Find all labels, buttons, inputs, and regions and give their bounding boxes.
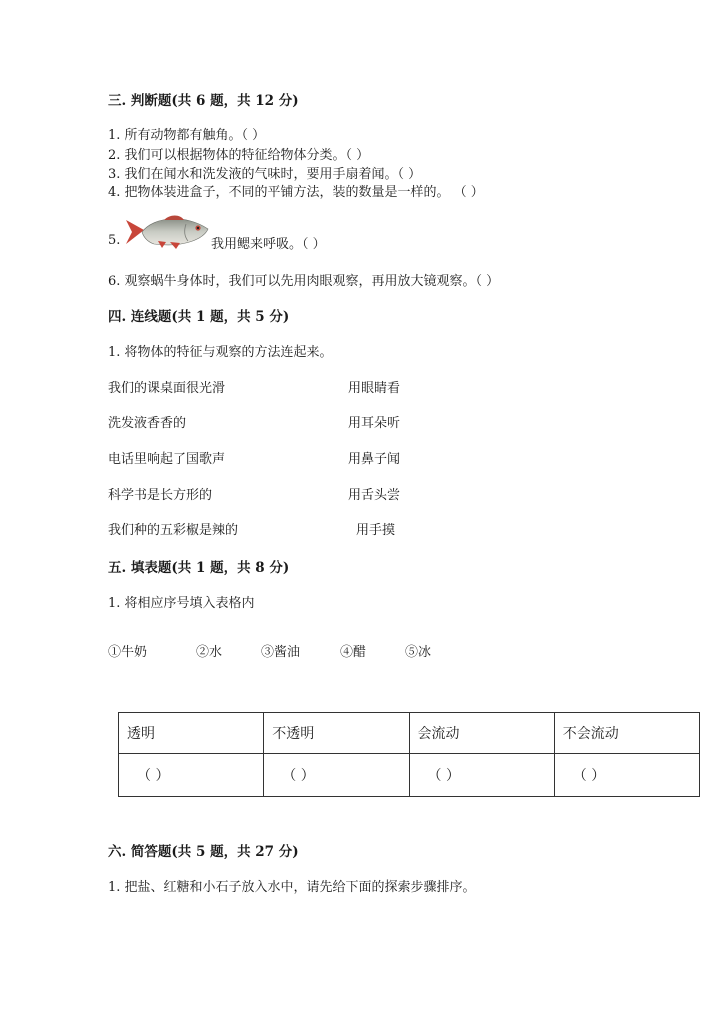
section-4-title: 四. 连线题(共 1 题，共 5 分)	[108, 309, 290, 325]
match-left-1: 我们的课桌面很光滑	[108, 381, 226, 396]
table-header-row	[119, 713, 700, 754]
question-3-1: 1. 所有动物都有触角。（ ）	[108, 128, 266, 143]
option-2: ②水	[196, 645, 223, 660]
table-blank-cell: （ ）	[554, 754, 699, 797]
option-4: ④醋	[340, 645, 367, 660]
question-3-2: 2. 我们可以根据物体的特征给物体分类。（ ）	[108, 148, 370, 163]
section-3-title: 三. 判断题(共 6 题，共 12 分)	[108, 93, 299, 109]
match-left-2: 洗发液香香的	[108, 416, 187, 431]
table-row	[119, 754, 700, 797]
question-6-1: 1. 把盐、红糖和小石子放入水中，请先给下面的探索步骤排序。	[108, 880, 476, 895]
table-header-cell: 会流动	[409, 713, 554, 754]
question-3-6: 6. 观察蜗牛身体时，我们可以先用肉眼观察，再用放大镜观察。（ ）	[108, 274, 500, 289]
section-6-title: 六. 简答题(共 5 题，共 27 分)	[108, 844, 299, 860]
fish-image	[124, 214, 210, 250]
question-5-1: 1. 将相应序号填入表格内	[108, 596, 255, 611]
table-blank-cell: （ ）	[264, 754, 409, 797]
option-5: ⑤冰	[405, 645, 432, 660]
table-header-cell: 不透明	[264, 713, 409, 754]
match-right-2: 用耳朵听	[348, 416, 401, 431]
question-3-4: 4. 把物体装进盒子，不同的平铺方法，装的数量是一样的。 （ ）	[108, 185, 484, 200]
option-1: ①牛奶	[108, 645, 148, 660]
option-3: ③酱油	[261, 645, 301, 660]
question-3-5-text: 我用鳃来呼吸。（ ）	[211, 237, 326, 252]
match-left-5: 我们种的五彩椒是辣的	[108, 523, 239, 538]
match-right-4: 用舌头尝	[348, 488, 401, 503]
table-header-cell: 透明	[119, 713, 264, 754]
question-3-5-number: 5.	[108, 233, 121, 248]
match-right-5: 用手摸	[356, 523, 396, 538]
match-right-1: 用眼睛看	[348, 381, 401, 396]
match-left-4: 科学书是长方形的	[108, 488, 213, 503]
table-blank-cell: （ ）	[119, 754, 264, 797]
match-right-3: 用鼻子闻	[348, 452, 401, 467]
table-blank-cell: （ ）	[409, 754, 554, 797]
question-4-1: 1. 将物体的特征与观察的方法连起来。	[108, 345, 333, 360]
question-3-3: 3. 我们在闻水和洗发液的气味时，要用手扇着闻。（ ）	[108, 167, 422, 182]
table-header-cell: 不会流动	[554, 713, 699, 754]
section-5-title: 五. 填表题(共 1 题，共 8 分)	[108, 560, 290, 576]
match-left-3: 电话里响起了国歌声	[108, 452, 226, 467]
fill-table	[118, 712, 700, 797]
